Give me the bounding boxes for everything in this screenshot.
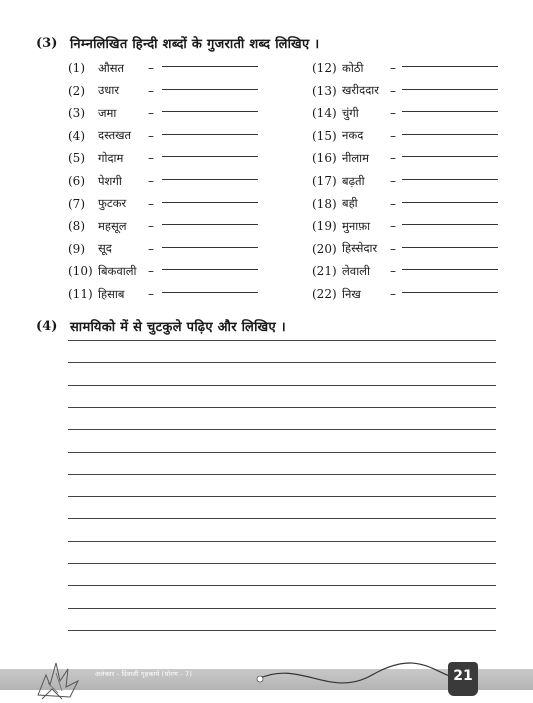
hindi-word: खरीददार — [342, 83, 379, 98]
item-number: (1) — [68, 61, 85, 75]
hindi-word: हिस्सेदार — [342, 241, 378, 256]
dash: – — [148, 241, 154, 256]
answer-blank[interactable] — [162, 111, 258, 112]
footer-text: अलंकार - दिवाली गृहकार्य (धोरण - 7) — [95, 670, 193, 678]
dash: – — [148, 174, 154, 188]
item-number: (16) — [312, 151, 337, 166]
answer-blank[interactable] — [402, 269, 498, 270]
dash: – — [390, 174, 396, 188]
question-3-number: (3) — [36, 36, 58, 51]
item-number: (8) — [68, 219, 85, 234]
answer-blank[interactable] — [162, 269, 258, 270]
hindi-word: पेशगी — [98, 173, 122, 188]
answer-blank[interactable] — [162, 179, 258, 180]
hindi-word: महसूल — [98, 218, 127, 233]
item-number: (3) — [68, 106, 85, 121]
dash: – — [148, 219, 154, 234]
word-item — [68, 241, 268, 257]
word-item — [68, 263, 268, 279]
dash: – — [390, 106, 396, 121]
item-number: (4) — [68, 128, 85, 143]
dash: – — [148, 287, 154, 301]
question-4-title: सामयिको में से चुटकुले पढ़िए और लिखिए । — [70, 320, 287, 335]
word-item — [312, 196, 512, 212]
hindi-word: उधार — [98, 83, 120, 98]
dash: – — [148, 128, 154, 143]
dash: – — [390, 196, 396, 211]
word-item — [312, 83, 512, 99]
dash: – — [390, 61, 396, 75]
hindi-word: कोठी — [342, 60, 364, 75]
item-number: (11) — [68, 287, 93, 301]
hindi-word: हिसाब — [98, 286, 125, 301]
hindi-word: गोदाम — [98, 150, 124, 165]
word-item — [68, 173, 268, 189]
item-number: (7) — [68, 196, 85, 211]
word-item — [68, 218, 268, 234]
answer-blank[interactable] — [162, 89, 258, 90]
hindi-word: नकद — [342, 128, 364, 143]
item-number: (22) — [312, 287, 337, 301]
word-item — [68, 83, 268, 99]
word-item — [312, 263, 512, 279]
writing-line[interactable] — [68, 385, 496, 386]
answer-blank[interactable] — [402, 247, 498, 248]
writing-line[interactable] — [68, 541, 496, 542]
item-number: (19) — [312, 219, 337, 234]
writing-line[interactable] — [68, 563, 496, 564]
dash: – — [148, 106, 154, 121]
word-item — [312, 218, 512, 234]
item-number: (15) — [312, 128, 337, 143]
dash: – — [390, 264, 396, 279]
answer-blank[interactable] — [402, 66, 498, 67]
word-item — [312, 150, 512, 166]
hindi-word: सूद — [98, 241, 112, 256]
writing-line[interactable] — [68, 362, 496, 363]
hindi-word: मुनाफ़ा — [342, 218, 371, 233]
word-item — [312, 173, 512, 189]
answer-blank[interactable] — [402, 156, 498, 157]
hindi-word: जमा — [98, 105, 117, 120]
dash: – — [390, 128, 396, 143]
item-number: (14) — [312, 106, 337, 121]
hindi-word: दस्तखत — [98, 128, 132, 143]
item-number: (21) — [312, 264, 337, 279]
word-item — [312, 60, 512, 76]
writing-line[interactable] — [68, 630, 496, 631]
hindi-word: बही — [342, 196, 358, 211]
page-number: 21 — [448, 662, 478, 696]
hindi-word: बढ़ती — [342, 173, 365, 188]
item-number: (6) — [68, 174, 85, 188]
answer-blank[interactable] — [162, 202, 258, 203]
writing-line[interactable] — [68, 407, 496, 408]
writing-line[interactable] — [68, 518, 496, 519]
word-item — [312, 105, 512, 121]
dash: – — [148, 61, 154, 75]
writing-line[interactable] — [68, 429, 496, 430]
dash: – — [148, 151, 154, 166]
dash: – — [390, 287, 396, 301]
dash: – — [390, 83, 396, 98]
answer-blank[interactable] — [402, 111, 498, 112]
dash: – — [390, 151, 396, 166]
word-item — [68, 105, 268, 121]
answer-blank[interactable] — [402, 202, 498, 203]
hindi-word: औसत — [98, 60, 125, 75]
answer-blank[interactable] — [402, 224, 498, 225]
item-number: (10) — [68, 264, 93, 279]
item-number: (5) — [68, 151, 85, 166]
dash: – — [148, 83, 154, 98]
writing-line[interactable] — [68, 608, 496, 609]
answer-blank[interactable] — [162, 66, 258, 67]
writing-line[interactable] — [68, 474, 496, 475]
hindi-word: निख — [342, 286, 361, 301]
hindi-word: फुटकर — [98, 196, 127, 211]
item-number: (13) — [312, 83, 337, 98]
item-number: (17) — [312, 174, 337, 188]
word-item — [68, 196, 268, 212]
hindi-word: लेवाली — [342, 263, 370, 278]
item-number: (9) — [68, 241, 85, 256]
item-number: (20) — [312, 241, 337, 256]
dash: – — [390, 219, 396, 234]
answer-blank[interactable] — [162, 292, 258, 293]
writing-line[interactable] — [68, 585, 496, 586]
dash: – — [390, 241, 396, 256]
item-number: (2) — [68, 83, 85, 98]
word-item — [312, 286, 512, 302]
word-item — [68, 60, 268, 76]
hindi-word: बिकवाली — [98, 263, 137, 278]
hindi-word: नीलाम — [342, 150, 370, 165]
writing-line[interactable] — [68, 340, 496, 341]
dash: – — [148, 196, 154, 211]
item-number: (12) — [312, 61, 337, 75]
answer-blank[interactable] — [402, 179, 498, 180]
answer-blank[interactable] — [162, 247, 258, 248]
question-3-title: निम्नलिखित हिन्दी शब्दों के गुजराती शब्द लिखिए । — [70, 37, 320, 52]
dash: – — [148, 264, 154, 279]
word-item — [312, 128, 512, 144]
hindi-word: चुंगी — [342, 105, 359, 120]
writing-line[interactable] — [68, 496, 496, 497]
word-item — [68, 128, 268, 144]
answer-blank[interactable] — [162, 156, 258, 157]
word-item — [312, 241, 512, 257]
question-4-number: (4) — [36, 319, 58, 334]
answer-blank[interactable] — [162, 134, 258, 135]
answer-blank[interactable] — [402, 292, 498, 293]
word-item — [68, 150, 268, 166]
word-item — [68, 286, 268, 302]
answer-blank[interactable] — [162, 224, 258, 225]
answer-blank[interactable] — [402, 134, 498, 135]
writing-line[interactable] — [68, 452, 496, 453]
item-number: (18) — [312, 196, 337, 211]
answer-blank[interactable] — [402, 89, 498, 90]
